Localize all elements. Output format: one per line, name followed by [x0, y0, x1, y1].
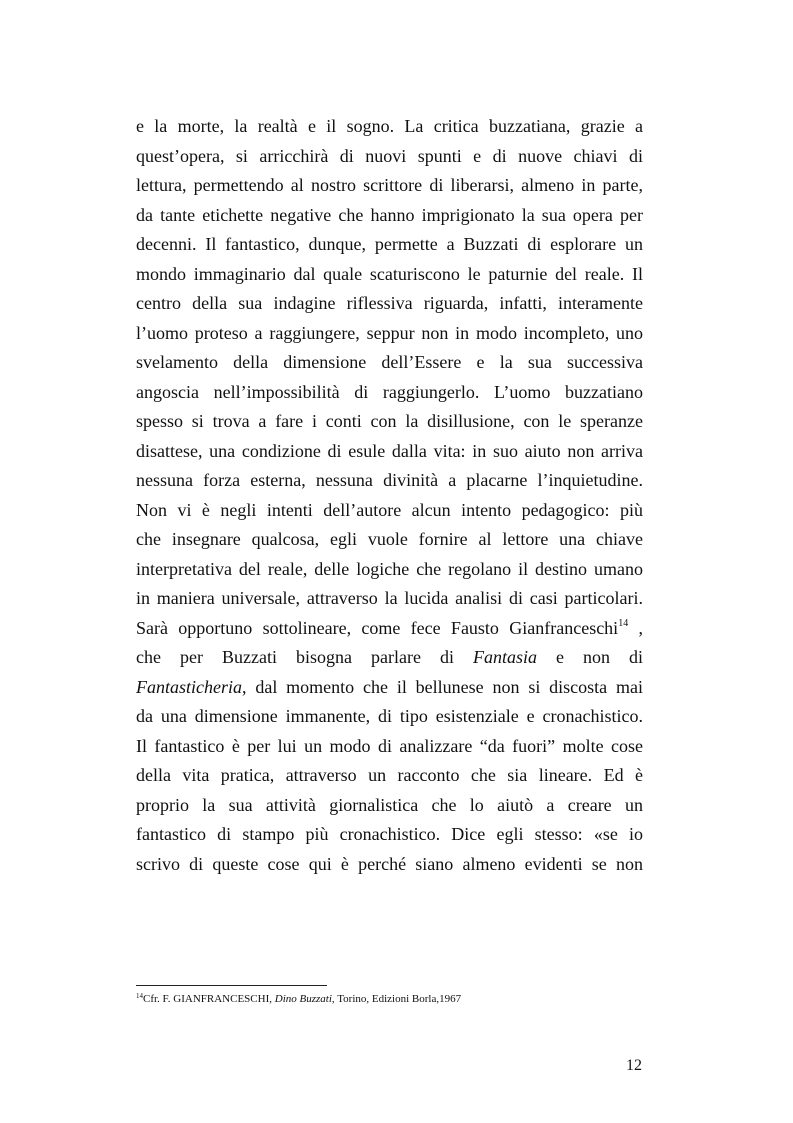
text-line-25: fantastico di stampo più cronachistico. Dice egli stesso: «se io — [136, 824, 643, 844]
line19-part-b: e non di — [556, 647, 644, 667]
text-line-16: interpretativa del reale, delle logiche che regolano il destino umano — [136, 558, 643, 579]
text-line-8: l’uomo proteso a raggiungere, seppur non in modo incompleto, uno — [136, 322, 643, 343]
page-number: 12 — [626, 1057, 642, 1074]
body-text — [136, 112, 643, 879]
footnote-title: Dino Buzzati — [274, 993, 332, 1005]
line19-part-a: che per Buzzati bisogna parlare di — [136, 647, 454, 667]
text-line-19 — [136, 643, 643, 673]
line20-rest: , dal momento che il bellunese non si discosta mai — [242, 676, 643, 697]
text-line-1: e la morte, la realtà e il sogno. La critica buzzatiana, grazie a — [136, 116, 643, 136]
text-line-6: mondo immaginario dal quale scaturiscono le paturnie del reale. Il — [136, 263, 643, 284]
text-line-22: Il fantastico è per lui un modo di analizzare “da fuori” molte cose — [136, 735, 643, 756]
text-line-13: nessuna forza esterna, nessuna divinità a placarne l’inquietudine. — [136, 470, 643, 490]
footnote-prefix: Cfr. F. GIANFRANCESCHI, — [143, 993, 275, 1005]
footnote — [136, 992, 461, 1006]
text-line-21: da una dimensione immanente, di tipo esistenziale e cronachistico. — [136, 706, 643, 726]
text-line-17: in maniera universale, attraverso la lucida analisi di casi particolari. — [136, 588, 643, 608]
line18-tail: , — [628, 617, 643, 638]
footnote-suffix: , Torino, Edizioni Borla,1967 — [331, 993, 462, 1005]
text-line-26: scrivo di queste cose qui è perché siano almeno evidenti se non — [136, 853, 643, 874]
text-line-12: disattese, una condizione di esule dalla vita: in suo aiuto non arriva — [136, 440, 643, 461]
text-line-24: proprio la sua attività giornalistica che lo aiutò a creare un — [136, 794, 643, 815]
footnote-number: 14 — [136, 992, 143, 1000]
text-line-2: quest’opera, si arricchirà di nuovi spunti e di nuove chiavi di — [136, 145, 643, 166]
text-line-14: Non vi è negli intenti dell’autore alcun intento pedagogico: più — [136, 499, 643, 520]
text-line-3: lettura, permettendo al nostro scrittore di liberarsi, almeno in parte, — [136, 175, 643, 195]
italic-fantasticheria: Fantasticheria — [136, 676, 242, 697]
text-line-20 — [136, 673, 643, 703]
italic-fantasia: Fantasia — [472, 647, 537, 667]
text-line-18 — [136, 614, 643, 644]
text-line-23: della vita pratica, attraverso un racconto che sia lineare. Ed è — [136, 765, 643, 785]
text-line-4: da tante etichette negative che hanno imprigionato la sua opera per — [136, 204, 643, 225]
text-line-15: che insegnare qualcosa, egli vuole fornire al lettore una chiave — [136, 529, 643, 549]
footnote-separator — [136, 985, 327, 986]
text-line-9: svelamento della dimensione dell’Essere e la sua successiva — [136, 352, 643, 372]
text-line-5: decenni. Il fantastico, dunque, permette a Buzzati di esplorare un — [136, 234, 643, 254]
text-line-10: angoscia nell’impossibilità di raggiungerlo. L’uomo buzzatiano — [136, 381, 643, 402]
footnote-reference[interactable]: 14 — [618, 617, 629, 629]
text-line-7: centro della sua indagine riflessiva riguarda, infatti, interamente — [136, 293, 643, 313]
line18-text: Sarà opportuno sottolineare, come fece Fausto Gianfranceschi — [136, 617, 619, 638]
text-line-11: spesso si trova a fare i conti con la disillusione, con le speranze — [136, 411, 643, 431]
